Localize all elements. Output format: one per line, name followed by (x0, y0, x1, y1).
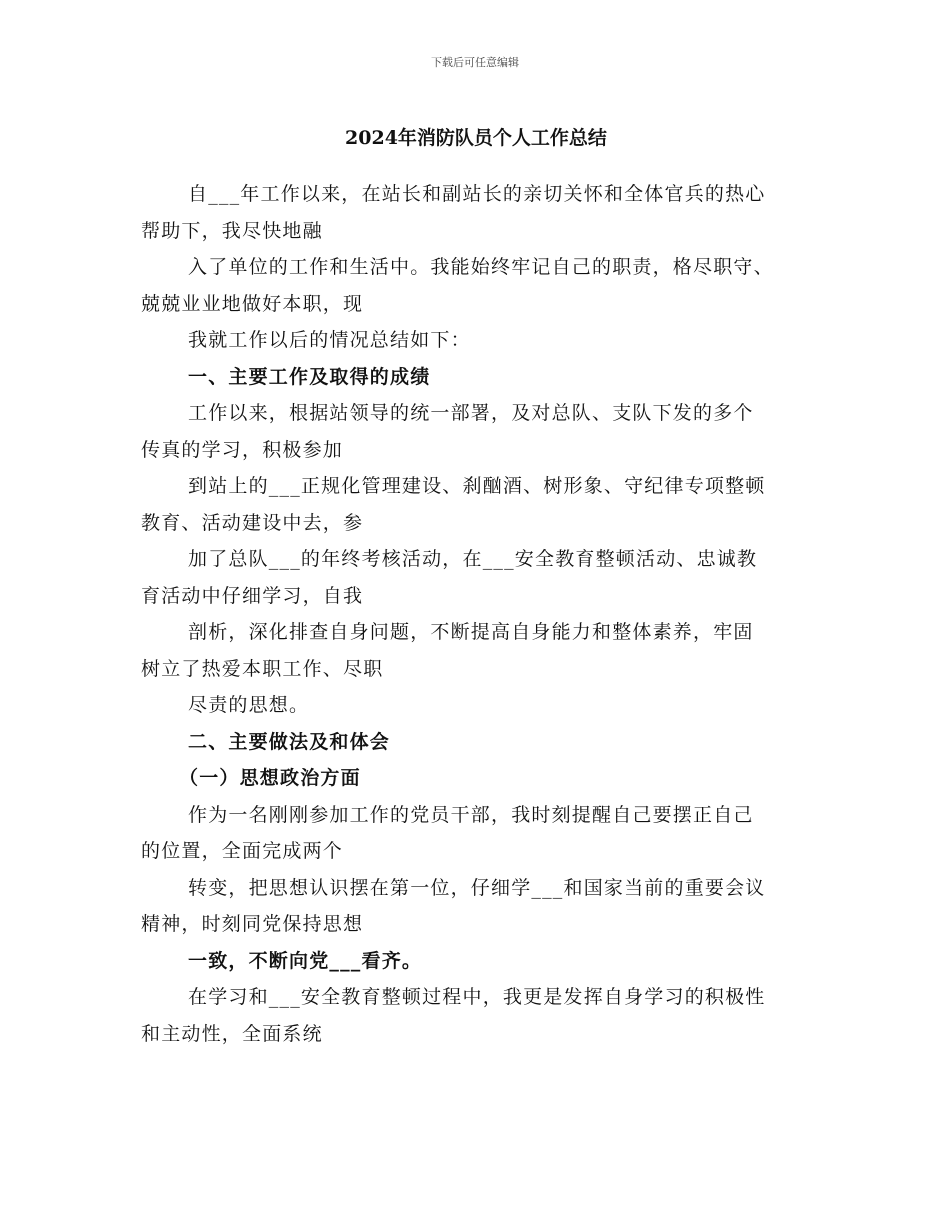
paragraph (141, 797, 811, 870)
paragraph-line: 在学习和___安全教育整顿过程中，我更是发挥自身学习的积极性 (188, 986, 766, 1008)
paragraph (141, 176, 811, 249)
paragraph-line: 自___年工作以来，在站长和副站长的亲切关怀和全体官兵的热心 (188, 183, 766, 205)
paragraph-line: 的位置，全面完成两个 (141, 840, 344, 862)
paragraph-line: 作为一名刚刚参加工作的党员干部，我时刻提醒自己要摆正自己 (188, 803, 754, 826)
paragraph-line: 尽责的思想。 (188, 694, 310, 716)
paragraph-line: 剖析，深化排查自身问题，不断提高自身能力和整体素养，牢固 (188, 621, 754, 643)
header-note: 下载后可任意编辑 (431, 56, 519, 69)
paragraph-line: 和主动性，全面系统 (141, 1022, 323, 1045)
paragraph (141, 395, 811, 468)
paragraph (141, 468, 811, 541)
paragraph-line: 精神，时刻同党保持思想 (141, 913, 364, 935)
paragraph-line: 到站上的___正规化管理建设、刹酗酒、树形象、守纪律专项整顿 (188, 475, 766, 497)
paragraph-line: 教育、活动建设中去，参 (141, 511, 364, 534)
paragraph (141, 249, 811, 322)
document-body (141, 120, 811, 1052)
section-heading: 二、主要做法及和体会 (188, 730, 391, 753)
paragraph (141, 687, 811, 724)
paragraph-line: 帮助下，我尽快地融 (141, 219, 323, 242)
subsection-heading: （一）思想政治方面 (179, 767, 361, 789)
bold-statement: 一致，不断向党___看齐。 (188, 949, 423, 972)
paragraph-line: 加了总队___的年终考核活动，在___安全教育整顿活动、忠诚教 (188, 548, 758, 570)
paragraph (141, 870, 811, 943)
paragraph-line: 兢兢业业地做好本职，现 (141, 292, 364, 315)
section-heading: 一、主要工作及取得的成绩 (188, 365, 431, 388)
paragraph-line: 入了单位的工作和生活中。我能始终牢记自己的职责，格尽职守、 (188, 256, 774, 278)
document-title: 2024年消防队员个人工作总结 (345, 127, 607, 149)
paragraph (141, 541, 811, 614)
paragraph-line: 育活动中仔细学习，自我 (141, 584, 364, 607)
paragraph-line: 树立了热爱本职工作、尽职 (141, 657, 384, 680)
paragraph-line: 传真的学习，积极参加 (141, 438, 344, 461)
paragraph (141, 614, 811, 687)
paragraph-line: 我就工作以后的情况总结如下： (188, 329, 471, 351)
paragraph-line: 转变，把思想认识摆在第一位，仔细学___和国家当前的重要会议 (188, 876, 766, 899)
paragraph (141, 979, 811, 1052)
paragraph (141, 322, 811, 359)
paragraph-line: 工作以来，根据站领导的统一部署，及对总队、支队下发的多个 (188, 402, 754, 424)
